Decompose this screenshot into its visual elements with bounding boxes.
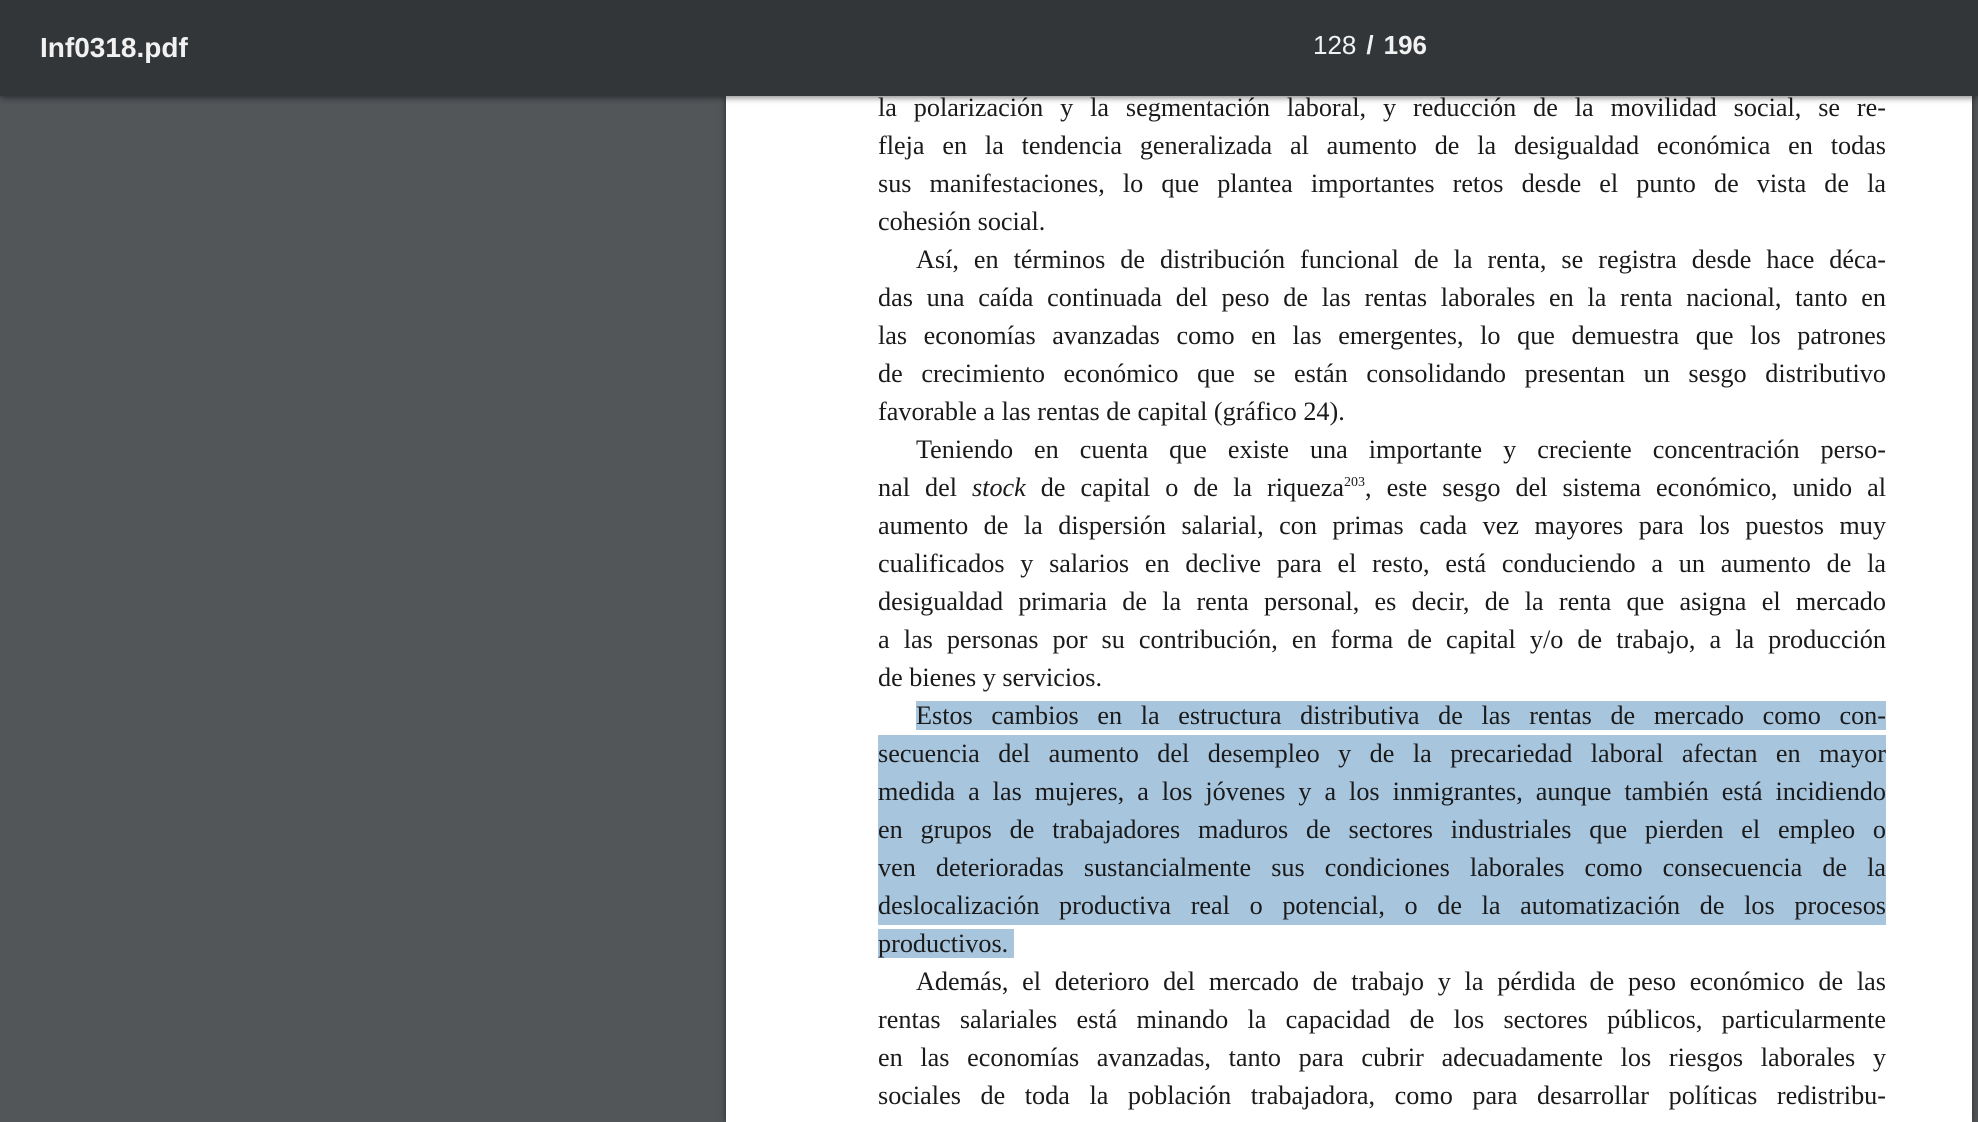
text-line: de bienes y servicios. — [878, 663, 1102, 692]
current-page-number[interactable]: 128 — [1312, 30, 1357, 60]
selected-text-line[interactable]: ven deterioradas sustancialmente sus condiciones laborales como consecuencia de la — [878, 849, 1886, 887]
italic-term: stock — [971, 473, 1026, 502]
text-line: Además, el deterioro del mercado de trabajo y la pérdida de peso económico de las — [916, 967, 1886, 996]
text-selection-highlight[interactable]: Estos cambios en la estructura distributiva de las rentas de mercado como con- — [916, 701, 1886, 730]
text-line: favorable a las rentas de capital (gráfico 24). — [878, 397, 1345, 426]
text-line: aumento de la dispersión salarial, con primas cada vez mayores para los puestos muy — [878, 511, 1886, 540]
text-line: en las economías avanzadas, tanto para cubrir adecuadamente los riesgos laborales y — [878, 1043, 1886, 1072]
text-line: cohesión social. — [878, 207, 1046, 236]
pdf-viewer-area[interactable] — [0, 96, 1978, 1122]
text-line: Así, en términos de distribución funcional de la renta, se registra desde hace déca- — [916, 245, 1886, 274]
document-title: Inf0318.pdf — [40, 32, 188, 63]
pdf-page[interactable] — [726, 96, 1972, 1122]
text-line: de crecimiento económico que se están consolidando presentan un sesgo distributivo — [878, 359, 1886, 388]
text-segment: nal del — [878, 473, 972, 502]
selected-text-line[interactable] — [878, 925, 1886, 963]
text-line: a las personas por su contribución, en forma de capital y/o de trabajo, a la producción — [878, 625, 1886, 654]
selected-text-line[interactable]: medida a las mujeres, a los jóvenes y a los inmigrantes, aunque también está incidiendo — [878, 773, 1886, 811]
selected-text-line[interactable]: en grupos de trabajadores maduros de sectores industriales que pierden el empleo o — [878, 811, 1886, 849]
text-segment: de capital o de la riqueza — [1025, 473, 1345, 502]
text-line: las economías avanzadas como en las emergentes, lo que demuestra que los patrones — [878, 321, 1886, 350]
text-line: cualificados y salarios en declive para el resto, está conduciendo a un aumento de la — [878, 549, 1886, 578]
text-line: sociales de toda la población trabajadora, como para desarrollar políticas redistribu- — [878, 1081, 1886, 1110]
selected-text-line[interactable] — [878, 697, 1886, 735]
text-line: desigualdad primaria de la renta personal, es decir, de la renta que asigna el mercado — [878, 587, 1886, 616]
text-line: rentas salariales está minando la capacidad de los sectores públicos, particularmente — [878, 1005, 1886, 1034]
page-indicator — [1250, 28, 1490, 62]
text-line-with-footnote — [878, 469, 1886, 507]
total-pages: 196 — [1383, 30, 1427, 60]
text-line: Teniendo en cuenta que existe una importante y creciente concentración perso- — [916, 435, 1886, 464]
text-line: fleja en la tendencia generalizada al aumento de la desigualdad económica en todas — [878, 131, 1886, 160]
selected-text-line[interactable]: secuencia del aumento del desempleo y de la precariedad laboral afectan en mayor — [878, 735, 1886, 773]
text-line: sus manifestaciones, lo que plantea importantes retos desde el punto de vista de la — [878, 169, 1886, 198]
text-selection-highlight[interactable]: productivos. — [878, 929, 1014, 958]
text-line: das una caída continuada del peso de las rentas laborales en la renta nacional, tanto en — [878, 283, 1886, 312]
page-separator: / — [1366, 30, 1374, 60]
footnote-ref[interactable]: 203 — [1344, 475, 1366, 490]
pdf-toolbar — [0, 0, 1978, 96]
page-text — [878, 96, 1886, 1115]
text-line: la polarización y la segmentación laboral, y reducción de la movilidad social, se re- — [878, 96, 1886, 122]
selected-text-line[interactable]: deslocalización productiva real o potencial, o de la automatización de los procesos — [878, 887, 1886, 925]
text-segment: , este sesgo del sistema económico, unido al — [1365, 473, 1886, 502]
